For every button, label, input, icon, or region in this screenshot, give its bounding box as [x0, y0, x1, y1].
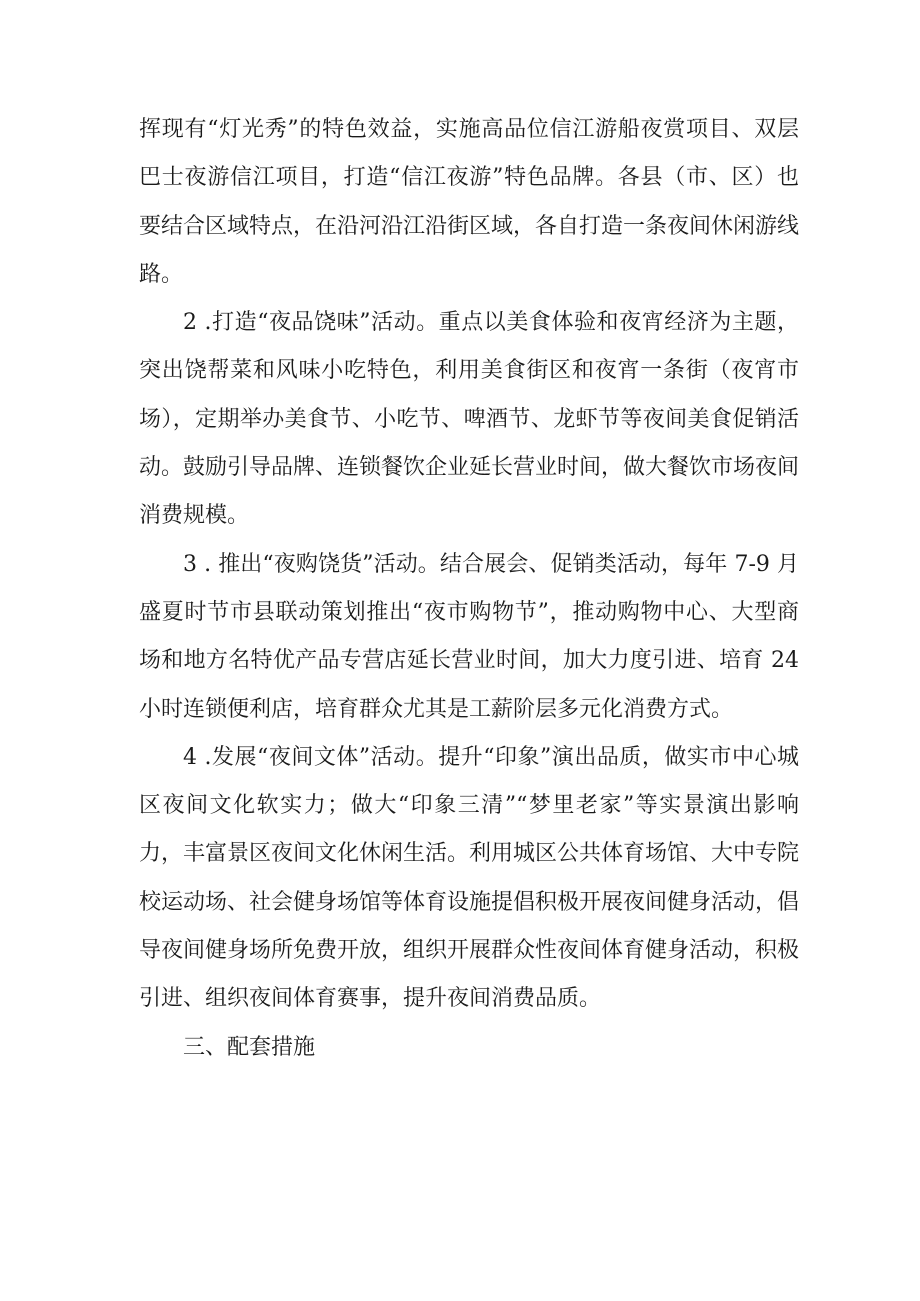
- document-body: [139, 106, 799, 1072]
- section-heading: 三、配套措施: [183, 1034, 316, 1060]
- paragraph-continued: 挥现有“灯光秀”的特色效益，实施高品位信江游船夜赏项目、双层巴士夜游信江项目，打造“信江夜游”特色品牌。各县（市、区）也要结合区域特点，在沿河沿江沿街区域，各自打造一条夜间休闲游线路。: [139, 117, 800, 287]
- paragraph-item-2: 2 .打造“夜品饶味”活动。重点以美食体验和夜宵经济为主题，突出饶帮菜和风味小吃特色，利用美食街区和夜宵一条街（夜宵市场），定期举办美食节、小吃节、啤酒节、龙虾节等夜间美食促销活动。鼓励引导品牌、连锁餐饮企业延长营业时间，做大餐饮市场夜间消费规模。: [139, 310, 800, 529]
- paragraph-item-4: 4 .发展“夜间文体”活动。提升“印象”演出品质，做实市中心城区夜间文化软实力；做大“印象三清”“梦里老家”等实景演出影响力，丰富景区夜间文化休闲生活。利用城区公共体育场馆、大中专院校运动场、社会健身场馆等体育设施提倡积极开展夜间健身活动，倡导夜间健身场所免费开放，组织开展群众性夜间体育健身活动，积极引进、组织夜间体育赛事，提升夜间消费品质。: [139, 744, 800, 1012]
- paragraph-item-3: 3 . 推出“夜购饶货”活动。结合展会、促销类活动，每年 7-9 月盛夏时节市县联动策划推出“夜市购物节”，推动购物中心、大型商场和地方名特优产品专营店延长营业时间，加大力度引进、培育 24 小时连锁便利店，培育群众尤其是工薪阶层多元化消费方式。: [139, 551, 799, 722]
